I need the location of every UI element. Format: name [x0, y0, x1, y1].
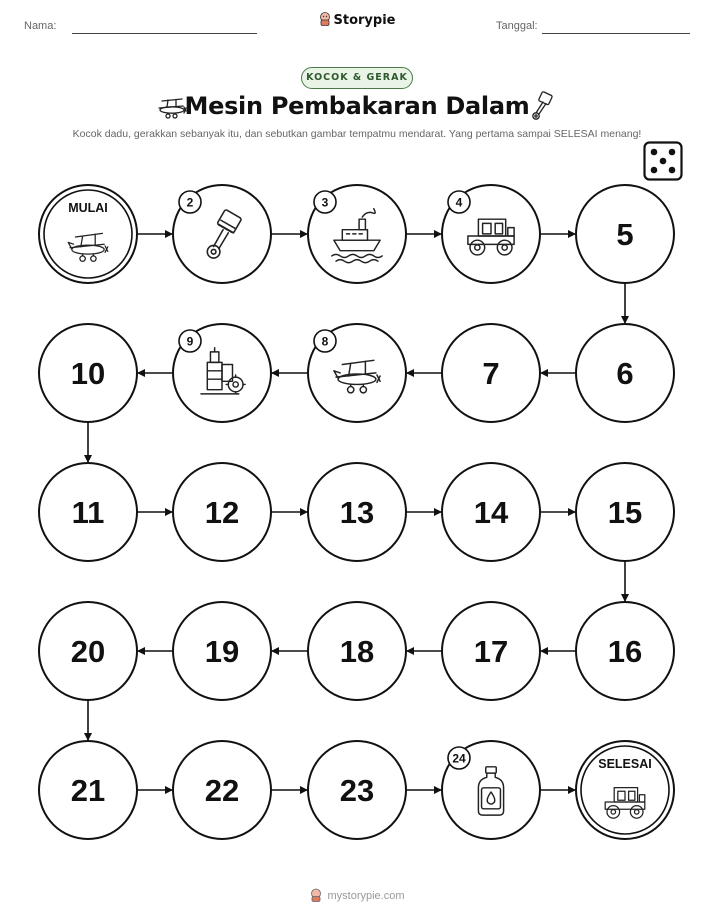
- space-number: 16: [607, 634, 643, 669]
- game-type-badge: KOCOK & GERAK: [301, 67, 413, 89]
- start-space: [39, 185, 137, 283]
- board-space-13: [308, 463, 406, 561]
- board-space-20: [39, 602, 137, 700]
- footer: [0, 888, 714, 902]
- space-number: 23: [339, 773, 375, 808]
- space-number: 12: [204, 495, 240, 530]
- board-space-23: [308, 741, 406, 839]
- brand-name: Storypie: [333, 13, 396, 28]
- board-space-3: [308, 185, 406, 283]
- space-number-badge: 24: [452, 751, 466, 766]
- space-number: 21: [70, 773, 106, 808]
- space-number-badge: 2: [186, 195, 194, 210]
- space-number: 19: [204, 634, 240, 669]
- space-number-badge: 9: [186, 334, 194, 349]
- space-number: 22: [204, 773, 240, 808]
- space-number: 20: [70, 634, 106, 669]
- space-number-badge: 8: [321, 334, 329, 349]
- space-number: 15: [607, 495, 643, 530]
- board-space-2: [173, 185, 271, 283]
- start-label: MULAI: [68, 201, 108, 215]
- board-space-10: [39, 324, 137, 422]
- space-number: 18: [339, 634, 375, 669]
- board-space-4: [442, 185, 540, 283]
- finish-space: [576, 741, 674, 839]
- board-space-14: [442, 463, 540, 561]
- space-number: 14: [473, 495, 509, 530]
- instructions: Kocok dadu, gerakkan sebanyak itu, dan sebutkan gambar tempatmu mendarat. Yang pertama sampai SELESAI menang!: [72, 128, 642, 140]
- finish-label: SELESAI: [598, 757, 652, 771]
- board-space-18: [308, 602, 406, 700]
- board-space-22: [173, 741, 271, 839]
- board-space-17: [442, 602, 540, 700]
- board-space-7: [442, 324, 540, 422]
- space-number-badge: 3: [321, 195, 329, 210]
- space-number-badge: 4: [455, 195, 463, 210]
- space-number: 17: [473, 634, 509, 669]
- page-title: Mesin Pembakaran Dalam: [184, 92, 530, 120]
- board-space-11: [39, 463, 137, 561]
- board-space-21: [39, 741, 137, 839]
- board-space-8: [308, 324, 406, 422]
- board-space-6: [576, 324, 674, 422]
- space-number: 6: [616, 356, 634, 391]
- board-space-12: [173, 463, 271, 561]
- date-label: Tanggal:: [496, 20, 538, 32]
- space-number: 13: [339, 495, 375, 530]
- space-number: 7: [482, 356, 500, 391]
- space-number: 5: [616, 217, 634, 252]
- board-space-19: [173, 602, 271, 700]
- board-space-5: [576, 185, 674, 283]
- board-space-16: [576, 602, 674, 700]
- name-label: Nama:: [24, 20, 57, 32]
- space-number: 10: [70, 356, 106, 391]
- board-space-24: [442, 741, 540, 839]
- footer-url: mystorypie.com: [327, 890, 405, 902]
- board-space-15: [576, 463, 674, 561]
- storypie-footer-logo-icon: [309, 888, 323, 902]
- board-space-9: [173, 324, 271, 422]
- space-number: 11: [71, 495, 105, 530]
